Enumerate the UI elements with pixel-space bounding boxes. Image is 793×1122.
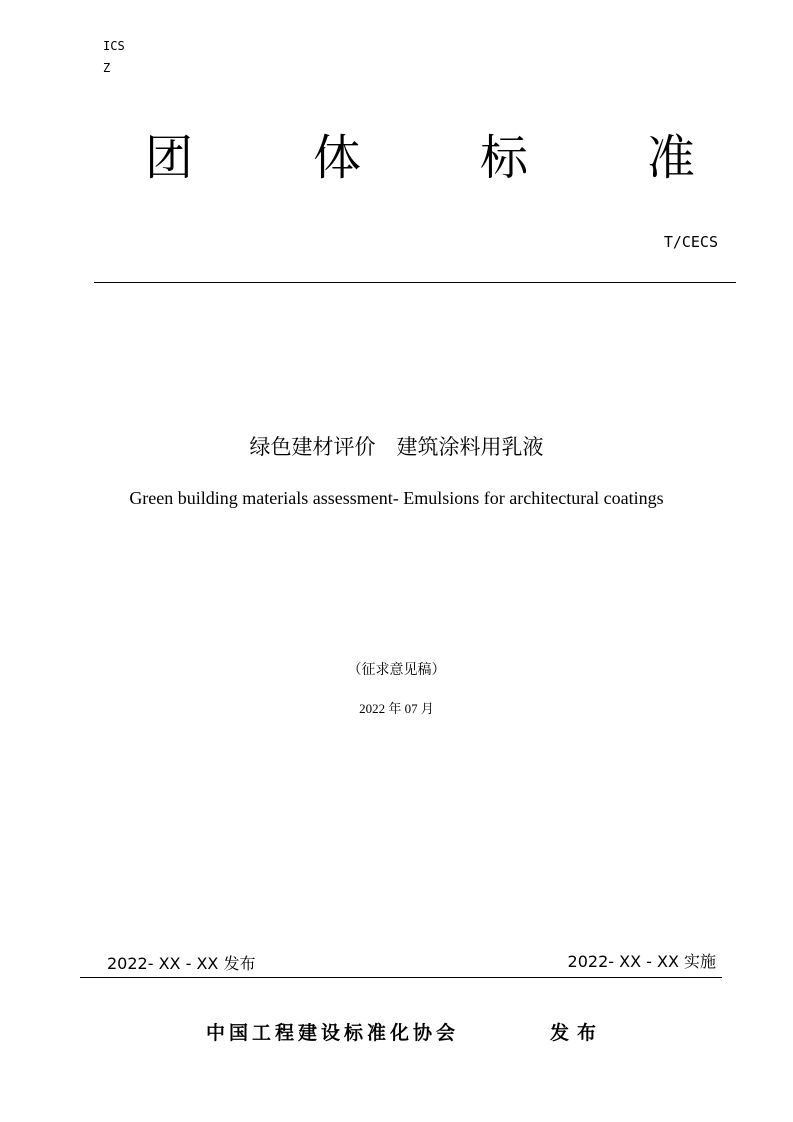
document-title-chinese: 绿色建材评价 建筑涂料用乳液 (249, 435, 544, 459)
standard-type-char-2: 体 (313, 130, 362, 186)
standard-type-char-3: 标 (480, 130, 529, 186)
implementation-date: 2022- XX - XX 实施 (567, 952, 716, 971)
ics-code: ICS (103, 39, 125, 53)
ccs-code: Z (103, 61, 111, 75)
standard-code: T/CECS (663, 233, 718, 251)
standard-type-char-1: 团 (145, 130, 194, 186)
draft-date: 2022 年 07 月 (359, 701, 434, 716)
publish-label: 发布 (550, 1022, 605, 1044)
draft-status: （征求意见稿） (347, 662, 446, 678)
top-divider (94, 282, 736, 283)
issue-date: 2022- XX - XX 发布 (107, 954, 256, 973)
standard-type-char-4: 准 (647, 130, 696, 186)
document-title-english: Green building materials assessment- Emulsions for architectural coatings (129, 488, 664, 508)
publisher-name: 中国工程建设标准化协会 (206, 1022, 460, 1044)
bottom-divider (80, 977, 722, 978)
